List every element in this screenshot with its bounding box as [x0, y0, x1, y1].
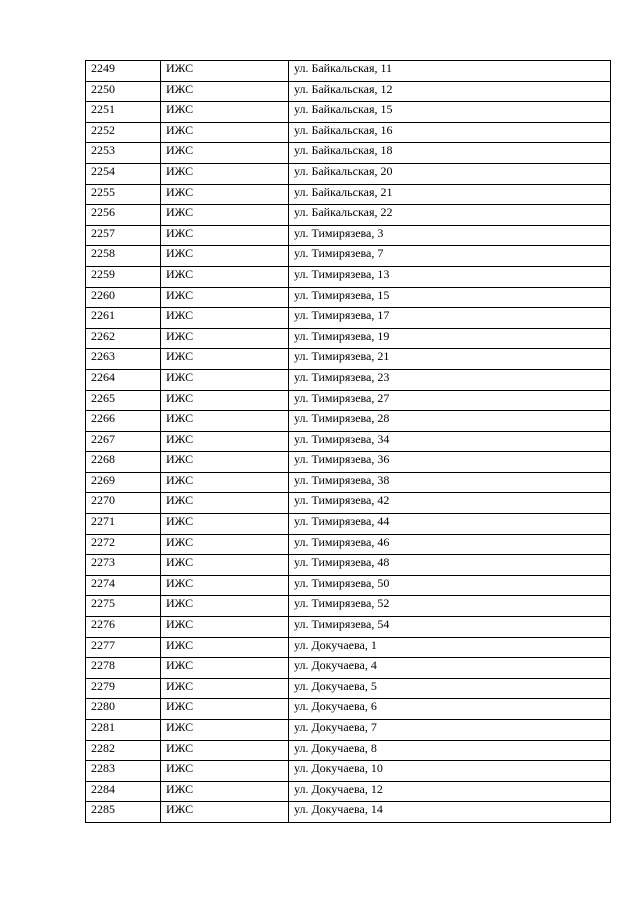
building-type-cell: ИЖС [161, 678, 289, 699]
building-type-cell: ИЖС [161, 328, 289, 349]
table-row [86, 534, 611, 555]
row-number-cell: 2254 [86, 163, 161, 184]
address-cell: ул. Байкальская, 11 [289, 61, 611, 82]
table-row [86, 349, 611, 370]
address-cell: ул. Байкальская, 20 [289, 163, 611, 184]
building-type-cell: ИЖС [161, 493, 289, 514]
table-row [86, 390, 611, 411]
row-number-cell: 2283 [86, 761, 161, 782]
row-number-cell: 2261 [86, 308, 161, 329]
building-type-cell: ИЖС [161, 61, 289, 82]
address-cell: ул. Докучаева, 10 [289, 761, 611, 782]
table-row [86, 575, 611, 596]
row-number-cell: 2251 [86, 102, 161, 123]
building-type-cell: ИЖС [161, 163, 289, 184]
row-number-cell: 2284 [86, 781, 161, 802]
table-row [86, 637, 611, 658]
address-cell: ул. Докучаева, 4 [289, 658, 611, 679]
building-type-cell: ИЖС [161, 637, 289, 658]
building-type-cell: ИЖС [161, 390, 289, 411]
table-row [86, 81, 611, 102]
row-number-cell: 2265 [86, 390, 161, 411]
row-number-cell: 2257 [86, 225, 161, 246]
address-register-table [85, 60, 611, 823]
row-number-cell: 2259 [86, 266, 161, 287]
row-number-cell: 2273 [86, 555, 161, 576]
table-row [86, 555, 611, 576]
table-row [86, 184, 611, 205]
building-type-cell: ИЖС [161, 617, 289, 638]
building-type-cell: ИЖС [161, 699, 289, 720]
building-type-cell: ИЖС [161, 534, 289, 555]
address-cell: ул. Тимирязева, 52 [289, 596, 611, 617]
building-type-cell: ИЖС [161, 349, 289, 370]
address-cell: ул. Байкальская, 18 [289, 143, 611, 164]
row-number-cell: 2264 [86, 369, 161, 390]
row-number-cell: 2280 [86, 699, 161, 720]
table-row [86, 122, 611, 143]
address-cell: ул. Тимирязева, 15 [289, 287, 611, 308]
table-row [86, 514, 611, 535]
row-number-cell: 2255 [86, 184, 161, 205]
row-number-cell: 2269 [86, 472, 161, 493]
building-type-cell: ИЖС [161, 452, 289, 473]
row-number-cell: 2263 [86, 349, 161, 370]
address-cell: ул. Докучаева, 1 [289, 637, 611, 658]
building-type-cell: ИЖС [161, 122, 289, 143]
building-type-cell: ИЖС [161, 411, 289, 432]
address-cell: ул. Тимирязева, 23 [289, 369, 611, 390]
address-cell: ул. Докучаева, 7 [289, 720, 611, 741]
table-row [86, 493, 611, 514]
address-cell: ул. Тимирязева, 19 [289, 328, 611, 349]
building-type-cell: ИЖС [161, 514, 289, 535]
address-cell: ул. Докучаева, 12 [289, 781, 611, 802]
address-cell: ул. Докучаева, 5 [289, 678, 611, 699]
row-number-cell: 2253 [86, 143, 161, 164]
row-number-cell: 2260 [86, 287, 161, 308]
address-cell: ул. Байкальская, 15 [289, 102, 611, 123]
table-row [86, 163, 611, 184]
row-number-cell: 2285 [86, 802, 161, 823]
row-number-cell: 2252 [86, 122, 161, 143]
building-type-cell: ИЖС [161, 555, 289, 576]
building-type-cell: ИЖС [161, 431, 289, 452]
table-row [86, 225, 611, 246]
address-cell: ул. Тимирязева, 38 [289, 472, 611, 493]
building-type-cell: ИЖС [161, 246, 289, 267]
table-row [86, 740, 611, 761]
table-row [86, 617, 611, 638]
building-type-cell: ИЖС [161, 369, 289, 390]
table-row [86, 369, 611, 390]
row-number-cell: 2277 [86, 637, 161, 658]
address-cell: ул. Тимирязева, 46 [289, 534, 611, 555]
row-number-cell: 2258 [86, 246, 161, 267]
row-number-cell: 2256 [86, 205, 161, 226]
address-cell: ул. Тимирязева, 21 [289, 349, 611, 370]
table-body [86, 61, 611, 823]
table-row [86, 246, 611, 267]
table-row [86, 61, 611, 82]
table-row [86, 205, 611, 226]
building-type-cell: ИЖС [161, 81, 289, 102]
table-row [86, 266, 611, 287]
address-cell: ул. Тимирязева, 48 [289, 555, 611, 576]
table-row [86, 411, 611, 432]
address-cell: ул. Байкальская, 16 [289, 122, 611, 143]
building-type-cell: ИЖС [161, 720, 289, 741]
table-row [86, 699, 611, 720]
table-row [86, 287, 611, 308]
building-type-cell: ИЖС [161, 781, 289, 802]
building-type-cell: ИЖС [161, 205, 289, 226]
building-type-cell: ИЖС [161, 472, 289, 493]
table-row [86, 596, 611, 617]
row-number-cell: 2262 [86, 328, 161, 349]
table-row [86, 761, 611, 782]
address-cell: ул. Докучаева, 6 [289, 699, 611, 720]
address-cell: ул. Тимирязева, 13 [289, 266, 611, 287]
row-number-cell: 2268 [86, 452, 161, 473]
row-number-cell: 2276 [86, 617, 161, 638]
building-type-cell: ИЖС [161, 184, 289, 205]
address-cell: ул. Тимирязева, 28 [289, 411, 611, 432]
table-row [86, 102, 611, 123]
row-number-cell: 2281 [86, 720, 161, 741]
address-cell: ул. Тимирязева, 44 [289, 514, 611, 535]
address-cell: ул. Тимирязева, 42 [289, 493, 611, 514]
building-type-cell: ИЖС [161, 658, 289, 679]
address-cell: ул. Тимирязева, 3 [289, 225, 611, 246]
table-row [86, 781, 611, 802]
building-type-cell: ИЖС [161, 143, 289, 164]
address-cell: ул. Тимирязева, 27 [289, 390, 611, 411]
address-cell: ул. Байкальская, 12 [289, 81, 611, 102]
row-number-cell: 2278 [86, 658, 161, 679]
row-number-cell: 2270 [86, 493, 161, 514]
table-row [86, 431, 611, 452]
building-type-cell: ИЖС [161, 266, 289, 287]
address-cell: ул. Докучаева, 14 [289, 802, 611, 823]
address-cell: ул. Тимирязева, 50 [289, 575, 611, 596]
row-number-cell: 2267 [86, 431, 161, 452]
row-number-cell: 2279 [86, 678, 161, 699]
building-type-cell: ИЖС [161, 802, 289, 823]
building-type-cell: ИЖС [161, 596, 289, 617]
building-type-cell: ИЖС [161, 761, 289, 782]
table-row [86, 678, 611, 699]
row-number-cell: 2275 [86, 596, 161, 617]
address-cell: ул. Байкальская, 22 [289, 205, 611, 226]
row-number-cell: 2271 [86, 514, 161, 535]
building-type-cell: ИЖС [161, 740, 289, 761]
building-type-cell: ИЖС [161, 102, 289, 123]
address-cell: ул. Тимирязева, 54 [289, 617, 611, 638]
building-type-cell: ИЖС [161, 308, 289, 329]
table-row [86, 802, 611, 823]
row-number-cell: 2272 [86, 534, 161, 555]
address-cell: ул. Тимирязева, 34 [289, 431, 611, 452]
building-type-cell: ИЖС [161, 575, 289, 596]
address-cell: ул. Байкальская, 21 [289, 184, 611, 205]
table-row [86, 720, 611, 741]
building-type-cell: ИЖС [161, 225, 289, 246]
row-number-cell: 2250 [86, 81, 161, 102]
table-row [86, 658, 611, 679]
address-cell: ул. Тимирязева, 17 [289, 308, 611, 329]
row-number-cell: 2266 [86, 411, 161, 432]
address-cell: ул. Тимирязева, 7 [289, 246, 611, 267]
table-row [86, 472, 611, 493]
row-number-cell: 2282 [86, 740, 161, 761]
table-row [86, 328, 611, 349]
row-number-cell: 2274 [86, 575, 161, 596]
row-number-cell: 2249 [86, 61, 161, 82]
table-row [86, 452, 611, 473]
address-cell: ул. Докучаева, 8 [289, 740, 611, 761]
address-cell: ул. Тимирязева, 36 [289, 452, 611, 473]
table-row [86, 308, 611, 329]
table-row [86, 143, 611, 164]
building-type-cell: ИЖС [161, 287, 289, 308]
